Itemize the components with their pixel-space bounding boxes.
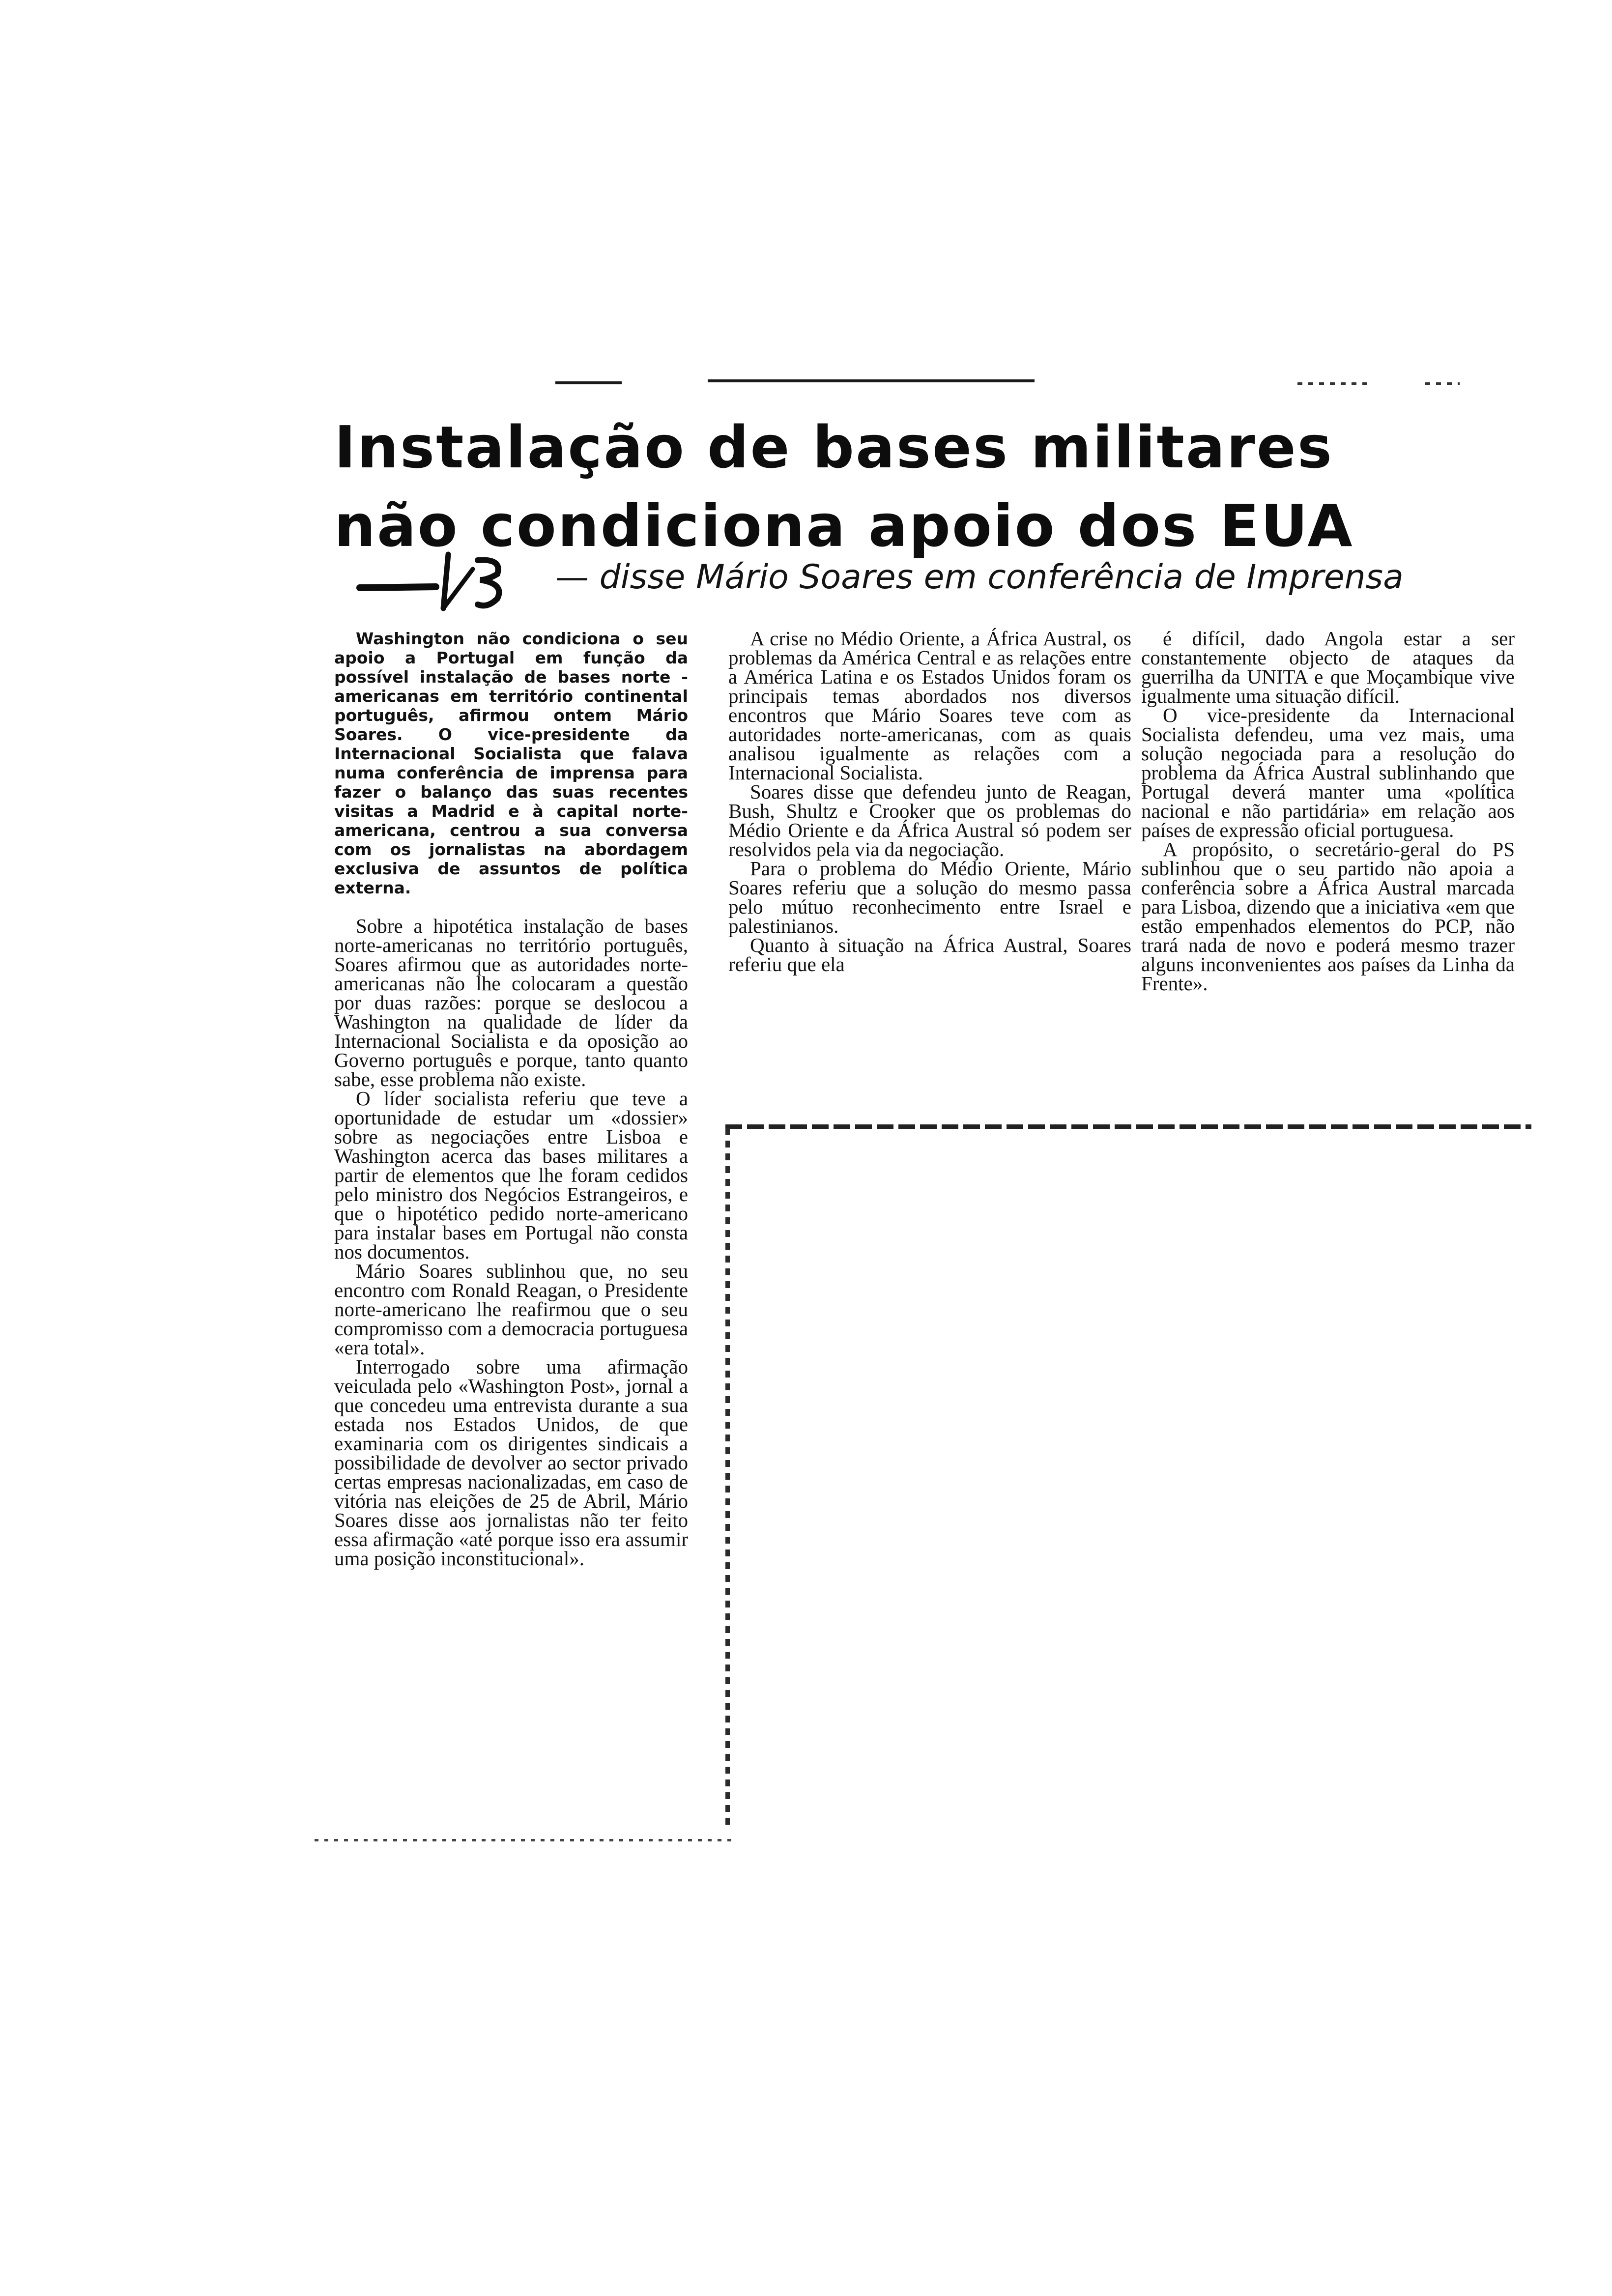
paragraph: A propósito, o secretário-geral do PS sublinhou que o seu partido não apoia a conferência sobre a África Austral marcada para Lisboa, dizendo que a iniciativa «em que estão empenhados elementos do PCP, não trará nada de novo e poderá mesmo trazer alguns inconvenientes aos países da Linha da Frente». — [1141, 838, 1515, 995]
paragraph: Quanto à situação na África Austral, Soares referiu que ela — [728, 934, 1131, 976]
bottom-rule — [315, 1839, 737, 1841]
paragraph: Interrogado sobre uma afirmação veiculada pelo «Washington Post», jornal a que concedeu uma entrevista durante a sua estada nos Estados Unidos, de que examinaria com os dirigentes sindicais a possibilidade de devolver ao sector privado certas empresas nacionalizadas, em caso de vitória nas eleições de 25 de Abril, Mário Soares disse aos jornalistas não ter feito essa afirmação «até porque isso era assumir uma posição inconstitucional». — [334, 1355, 688, 1570]
top-rule-far-right — [1425, 382, 1460, 385]
lead-paragraph: Washington não condiciona o seu apoio a Portugal em função da possível instalação de bases norte - americanas em território continental português, afirmou ontem Mário Soares. O vice-presidente da Internacional Socialista que falava numa conferência de imprensa para fazer o balanço das suas recentes visitas a Madrid e à capital norte-americana, centrou a sua conversa com os jornalistas na abordagem exclusiva de assuntos de política externa. — [334, 629, 688, 897]
paragraph: O líder socialista referiu que teve a oportunidade de estudar um «dossier» sobre as negociações entre Lisboa e Washington acerca das bases militares a partir de elementos que lhe foram cedidos pelo ministro dos Negócios Estrangeiros, e que o hipotético pedido norte-americano para instalar bases em Portugal não consta nos documentos. — [334, 1087, 688, 1263]
paragraph: é difícil, dado Angola estar a ser constantemente objecto de ataques da guerrilha da UNITA e que Moçambique vive igualmente uma situação difícil. — [1141, 627, 1515, 707]
paragraph: Mário Soares sublinhou que, no seu encontro com Ronald Reagan, o Presidente norte-americano lhe reafirmou que o seu compromisso com a democracia portuguesa «era total». — [334, 1260, 688, 1359]
column-2 — [728, 629, 1131, 974]
top-rule-left — [555, 381, 622, 384]
column-1 — [334, 629, 688, 1568]
headline-line-2: não condiciona apoio dos EUA — [334, 492, 1354, 560]
top-rule-center — [708, 379, 1035, 382]
headline — [334, 408, 1514, 565]
headline-line-1: Instalação de bases militares — [334, 413, 1334, 481]
cut-edge-vertical — [725, 1128, 730, 1826]
paragraph: Soares disse que defendeu junto de Reagan, Bush, Shultz e Crooker que os problemas do Médio Oriente e da África Austral só podem ser resolvidos pela via da negociação. — [728, 780, 1131, 861]
column-3 — [1141, 629, 1515, 993]
top-rule-right — [1297, 382, 1371, 385]
paragraph: O vice-presidente da Internacional Socialista defendeu, uma vez mais, uma solução negociada para a resolução do problema da África Austral sublinhando que Portugal deverá manter uma «política nacional e não partidária» em relação aos países de expressão oficial portuguesa. — [1141, 704, 1515, 841]
paragraph: Para o problema do Médio Oriente, Mário Soares referiu que a solução do mesmo passa pelo mútuo reconhecimento entre Israel e palestinianos. — [728, 857, 1131, 937]
paragraph: A crise no Médio Oriente, a África Austral, os problemas da América Central e as relações entre a América Latina e os Estados Unidos foram os principais temas abordados nos diversos encontros que Mário Soares teve com as autoridades norte-americanas, com as quais analisou igualmente as relações com a Internacional Socialista. — [728, 627, 1131, 784]
subtitle: — disse Mário Soares em conferência de Imprensa — [555, 558, 1404, 597]
handwritten-mark — [355, 549, 517, 623]
paragraph: Sobre a hipotética instalação de bases norte-americanas no território português, Soares afirmou que as autoridades norte-americanas não lhe colocaram a questão por duas razões: porque se deslocou a Washington na qualidade de líder da Internacional Socialista e da oposição ao Governo português e porque, tanto quanto sabe, esse problema não existe. — [334, 915, 688, 1091]
cut-edge-horizontal — [725, 1124, 1531, 1129]
